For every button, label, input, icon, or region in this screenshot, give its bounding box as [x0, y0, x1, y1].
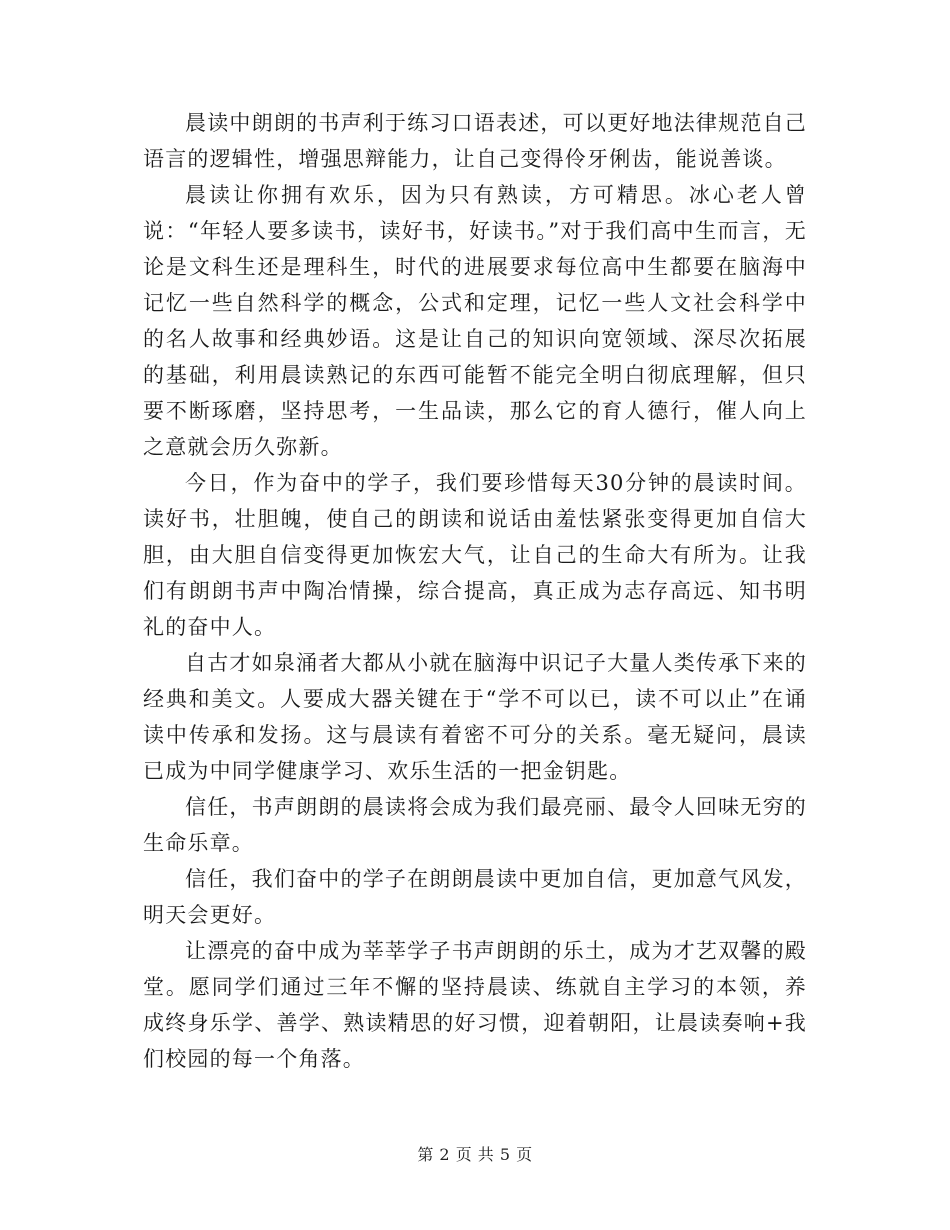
- paragraph-1: 晨读中朗朗的书声利于练习口语表述，可以更好地法律规范自己语言的逻辑性，增强思辩能力，让自己变得伶牙俐齿，能说善谈。: [143, 111, 807, 171]
- paragraph-2: 晨读让你拥有欢乐，因为只有熟读，方可精思。冰心老人曾说：“年轻人要多读书，读好书，好读书。”对于我们高中生而言，无论是文科生还是理科生，时代的进展要求每位高中生都要在脑海中记忆一些自然科学的概念，公式和定理，记忆一些人文社会科学中的名人故事和经典妙语。这是让自己的知识向宽领域、深尽次拓展的基础，利用晨读熟记的东西可能暂不能完全明白彻底理解，但只要不断琢磨，坚持思考，一生品读，那么它的育人德行，催人向上之意就会历久弥新。: [143, 183, 807, 459]
- page-footer: [0, 1142, 950, 1165]
- paragraph-5: 信任，书声朗朗的晨读将会成为我们最亮丽、最令人回味无穷的生命乐章。: [143, 795, 807, 855]
- paragraph-4: 自古才如泉涌者大都从小就在脑海中识记子大量人类传承下来的经典和美文。人要成大器关键在于“学不可以已，读不可以止”在诵读中传承和发扬。这与晨读有着密不可分的关系。毫无疑问，晨读已成为中同学健康学习、欢乐生活的一把金钥匙。: [143, 651, 807, 783]
- paragraph-6: 信任，我们奋中的学子在朗朗晨读中更加自信，更加意气风发，明天会更好。: [143, 867, 807, 927]
- paragraph-7: 让漂亮的奋中成为莘莘学子书声朗朗的乐土，成为才艺双馨的殿堂。愿同学们通过三年不懈的坚持晨读、练就自主学习的本领，养成终身乐学、善学、熟读精思的好习惯，迎着朝阳，让晨读奏响+我们校园的每一个角落。: [143, 939, 807, 1071]
- document-body: [143, 105, 807, 1077]
- page-number-label: 第 2 页 共 5 页: [417, 1145, 533, 1164]
- paragraph-3: 今日，作为奋中的学子，我们要珍惜每天30分钟的晨读时间。读好书，壮胆魄，使自己的朗读和说话由羞怯紧张变得更加自信大胆，由大胆自信变得更加恢宏大气，让自己的生命大有所为。让我们有朗朗书声中陶冶情操，综合提高，真正成为志存高远、知书明礼的奋中人。: [143, 471, 807, 639]
